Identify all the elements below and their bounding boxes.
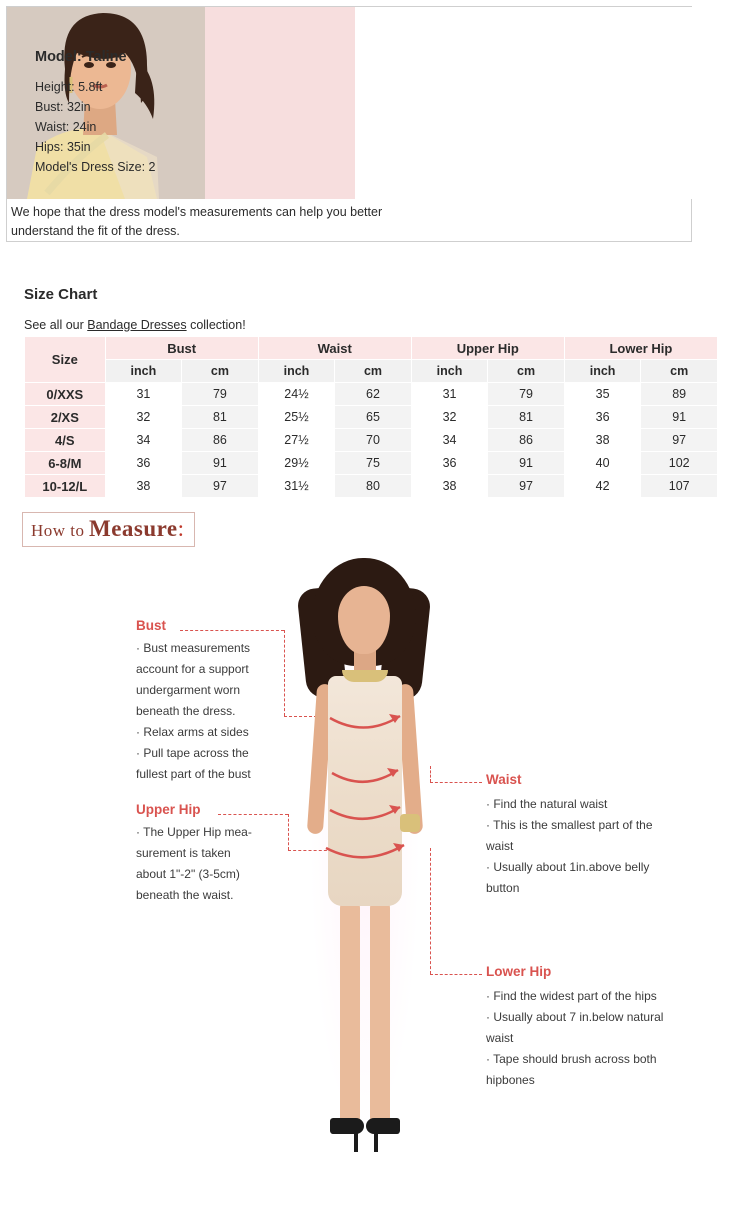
cell: 86 — [488, 429, 565, 452]
how-to-measure-small: How to — [31, 521, 85, 540]
measure-arrows — [250, 558, 480, 1168]
cell: 80 — [335, 475, 412, 498]
row-size-label: 6-8/M — [25, 452, 106, 475]
header-unit-bust-inch: inch — [105, 360, 182, 383]
header-size: Size — [25, 337, 106, 383]
cell: 42 — [564, 475, 641, 498]
cell: 36 — [564, 406, 641, 429]
callout-bust-body — [136, 638, 251, 785]
header-group-waist: Waist — [258, 337, 411, 360]
callout-lower-hip-body — [486, 986, 663, 1091]
cell: 38 — [105, 475, 182, 498]
cell: 36 — [411, 452, 488, 475]
callout-lower-hip-line: · Find the widest part of the hips — [486, 989, 657, 1003]
model-body-illustration — [250, 558, 480, 1168]
cell: 102 — [641, 452, 718, 475]
cell: 75 — [335, 452, 412, 475]
cell: 79 — [182, 383, 259, 406]
size-chart-table — [24, 336, 718, 498]
model-name: Model: Taline — [35, 49, 127, 65]
model-hips: Hips: 35in — [35, 140, 91, 154]
callout-lower-hip-line: · Usually about 7 in.below natural — [486, 1010, 664, 1024]
cell: 32 — [105, 406, 182, 429]
callout-bust-heading: Bust — [136, 618, 166, 633]
callout-upper-hip-body — [136, 822, 252, 906]
table-row — [25, 475, 718, 498]
row-size-label: 2/XS — [25, 406, 106, 429]
callout-bust-line: · Bust measurements — [136, 641, 251, 655]
model-waist: Waist: 24in — [35, 120, 97, 134]
collection-suffix: collection! — [186, 318, 246, 332]
header-unit-waist-inch: inch — [258, 360, 335, 383]
model-dress-size: Model's Dress Size: 2 — [35, 160, 156, 174]
cell: 91 — [182, 452, 259, 475]
table-group-header-row — [25, 337, 718, 360]
model-height: Height: 5.8ft — [35, 80, 103, 94]
row-size-label: 0/XXS — [25, 383, 106, 406]
callout-upper-hip-line: about 1"-2" (3-5cm) — [136, 867, 240, 881]
cell: 107 — [641, 475, 718, 498]
table-row — [25, 383, 718, 406]
model-panel-blank — [355, 7, 693, 199]
bandage-dresses-link[interactable]: Bandage Dresses — [87, 318, 187, 332]
callout-waist-line: waist — [486, 839, 514, 853]
cell: 97 — [488, 475, 565, 498]
header-group-upper-hip: Upper Hip — [411, 337, 564, 360]
table-row — [25, 429, 718, 452]
cell: 29½ — [258, 452, 335, 475]
cell: 70 — [335, 429, 412, 452]
callout-bust-line: account for a support — [136, 662, 249, 676]
how-to-measure-figure — [0, 548, 755, 1178]
callout-lower-hip-line: waist — [486, 1031, 514, 1045]
cell: 79 — [488, 383, 565, 406]
cell: 91 — [488, 452, 565, 475]
how-to-measure-colon: : — [177, 516, 185, 541]
callout-bust-line: undergarment worn — [136, 683, 241, 697]
header-unit-upper-hip-cm: cm — [488, 360, 565, 383]
cell: 62 — [335, 383, 412, 406]
callout-upper-hip-heading: Upper Hip — [136, 802, 201, 817]
callout-bust-line: · Pull tape across the — [136, 746, 249, 760]
model-note: We hope that the dress model's measurements can help you better understand the fit of the dress. — [11, 205, 383, 238]
cell: 25½ — [258, 406, 335, 429]
callout-lower-hip-line: hipbones — [486, 1073, 535, 1087]
cell: 81 — [488, 406, 565, 429]
cell: 34 — [105, 429, 182, 452]
cell: 97 — [182, 475, 259, 498]
table-row — [25, 452, 718, 475]
callout-waist-line: · This is the smallest part of the — [486, 818, 653, 832]
table-unit-header-row — [25, 360, 718, 383]
table-row — [25, 406, 718, 429]
cell: 31 — [411, 383, 488, 406]
callout-lower-hip-heading: Lower Hip — [486, 964, 552, 979]
cell: 24½ — [258, 383, 335, 406]
callout-lower-hip-line: · Tape should brush across both — [486, 1052, 657, 1066]
cell: 38 — [564, 429, 641, 452]
cell: 35 — [564, 383, 641, 406]
callout-waist-body — [486, 794, 653, 899]
header-unit-bust-cm: cm — [182, 360, 259, 383]
model-measurements — [35, 77, 155, 177]
cell: 81 — [182, 406, 259, 429]
row-size-label: 10-12/L — [25, 475, 106, 498]
header-unit-upper-hip-inch: inch — [411, 360, 488, 383]
how-to-measure-heading — [22, 512, 195, 547]
collection-prefix: See all our — [24, 318, 88, 332]
header-group-bust: Bust — [105, 337, 258, 360]
callout-waist-line: button — [486, 881, 520, 895]
collection-line — [24, 318, 246, 332]
callout-upper-hip-line: surement is taken — [136, 846, 231, 860]
cell: 86 — [182, 429, 259, 452]
header-unit-lower-hip-cm: cm — [641, 360, 718, 383]
cell: 34 — [411, 429, 488, 452]
callout-bust-line: beneath the dress. — [136, 704, 236, 718]
callout-waist-line: · Find the natural waist — [486, 797, 608, 811]
cell: 31½ — [258, 475, 335, 498]
cell: 27½ — [258, 429, 335, 452]
cell: 89 — [641, 383, 718, 406]
size-chart-title: Size Chart — [24, 286, 98, 303]
how-to-measure-big: Measure — [88, 516, 178, 541]
callout-upper-hip-line: beneath the waist. — [136, 888, 234, 902]
header-unit-lower-hip-inch: inch — [564, 360, 641, 383]
cell: 97 — [641, 429, 718, 452]
cell: 31 — [105, 383, 182, 406]
model-info-panel — [6, 6, 692, 242]
callout-upper-hip-line: · The Upper Hip mea- — [136, 825, 252, 839]
cell: 40 — [564, 452, 641, 475]
cell: 65 — [335, 406, 412, 429]
model-bust: Bust: 32in — [35, 100, 91, 114]
row-size-label: 4/S — [25, 429, 106, 452]
callout-bust-line: · Relax arms at sides — [136, 725, 249, 739]
cell: 38 — [411, 475, 488, 498]
model-info-block — [205, 7, 355, 199]
callout-bust-line: fullest part of the bust — [136, 767, 251, 781]
cell: 36 — [105, 452, 182, 475]
cell: 91 — [641, 406, 718, 429]
header-unit-waist-cm: cm — [335, 360, 412, 383]
header-group-lower-hip: Lower Hip — [564, 337, 717, 360]
cell: 32 — [411, 406, 488, 429]
callout-waist-heading: Waist — [486, 772, 522, 787]
callout-waist-line: · Usually about 1in.above belly — [486, 860, 650, 874]
